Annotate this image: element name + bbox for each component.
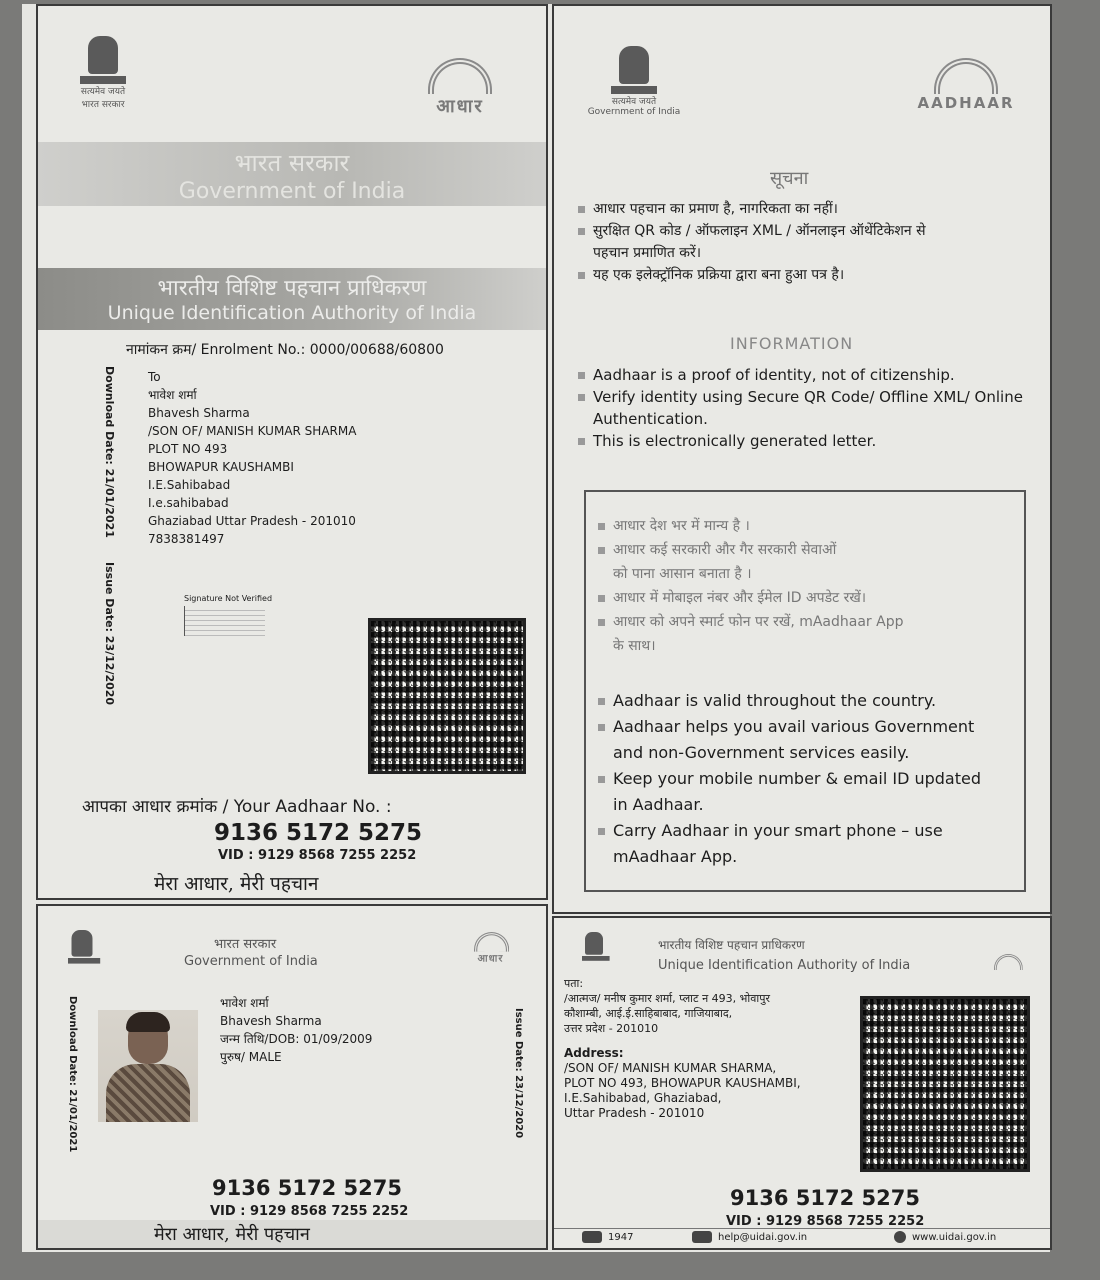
aadhaar-logo-text: AADHAAR xyxy=(917,94,1015,112)
gov-english: Government of India xyxy=(178,179,406,204)
uidai-english: Unique Identification Authority of India xyxy=(658,958,911,973)
recipient-address xyxy=(148,368,356,548)
benefit-english-item: mAadhaar App. xyxy=(613,847,738,866)
national-emblem-icon xyxy=(68,36,138,110)
aadhaar-card-back xyxy=(552,916,1052,1250)
holder-dob: जन्म तिथि/DOB: 01/09/2009 xyxy=(220,1032,373,1046)
issue-date: Issue Date: 23/12/2020 xyxy=(513,1008,524,1139)
benefit-hindi-item: आधार में मोबाइल नंबर और ईमेल ID अपडेट रखें। xyxy=(613,590,867,606)
benefit-hindi-item: आधार देश भर में मान्य है । xyxy=(613,518,750,534)
email-address: help@uidai.gov.in xyxy=(718,1232,808,1243)
signature-block xyxy=(184,606,265,636)
benefit-hindi-item: आधार को अपने स्मार्ट फोन पर रखें, mAadhaar App xyxy=(613,614,904,630)
download-date: Download Date: 21/01/2021 xyxy=(67,996,78,1153)
qr-code xyxy=(860,996,1030,1172)
address-line: PLOT NO 493 xyxy=(148,442,228,456)
address-line: I.E.Sahibabad xyxy=(148,478,231,492)
benefits-english-list xyxy=(598,688,981,870)
benefit-english-item: Carry Aadhaar in your smart phone – use xyxy=(613,821,943,840)
holder-details xyxy=(220,994,372,1066)
qr-code xyxy=(368,618,526,774)
address-line: कौशाम्बी, आई.ई.साहिबाबाद, गाजियाबाद, xyxy=(564,1007,733,1020)
information-item: Authentication. xyxy=(593,410,708,428)
address-line: भावेश शर्मा xyxy=(148,388,197,402)
download-date: Download Date: 21/01/2021 xyxy=(103,366,116,538)
information-title: INFORMATION xyxy=(730,334,854,353)
address-line: To xyxy=(148,370,161,384)
aadhaar-number: 9136 5172 5275 xyxy=(212,1176,402,1200)
aadhaar-logo-icon xyxy=(474,932,507,965)
notice-hindi-list xyxy=(578,198,926,286)
enrolment-number: नामांकन क्रम/ Enrolment No.: 0000/00688/60800 xyxy=(126,342,444,358)
address-line: /आत्मज/ मनीष कुमार शर्मा, प्लाट न 493, भोवापुर xyxy=(564,992,770,1005)
uidai-hindi: भारतीय विशिष्ट पहचान प्राधिकरण xyxy=(658,938,805,952)
benefit-english-item: Keep your mobile number & email ID updated xyxy=(613,769,981,788)
benefit-hindi-item: को पाना आसान बनाता है । xyxy=(613,566,752,582)
benefit-english-item: and non-Government services easily. xyxy=(613,743,910,762)
address-line: Ghaziabad Uttar Pradesh - 201010 xyxy=(148,514,356,528)
emblem-caption: सत्यमेव जयते xyxy=(611,97,657,107)
holder-photo xyxy=(98,1010,198,1122)
phone-number: 1947 xyxy=(608,1232,634,1243)
national-emblem-icon xyxy=(584,46,684,117)
notice-hindi-item: आधार पहचान का प्रमाण है, नागरिकता का नहीं। xyxy=(593,201,838,217)
contact-email xyxy=(692,1229,807,1247)
benefit-english-item: Aadhaar helps you avail various Government xyxy=(613,717,975,736)
aadhaar-number: 9136 5172 5275 xyxy=(730,1186,920,1210)
benefit-english-item: in Aadhaar. xyxy=(613,795,704,814)
contact-website xyxy=(894,1229,996,1247)
gov-english: Government of India xyxy=(184,954,318,969)
aadhaar-logo-icon xyxy=(410,58,510,118)
signature-status: Signature Not Verified xyxy=(184,594,273,603)
tagline: मेरा आधार, मेरी पहचान xyxy=(154,1224,310,1245)
information-item: Aadhaar is a proof of identity, not of citizenship. xyxy=(593,366,955,384)
contact-phone xyxy=(582,1229,633,1247)
aadhaar-number: 9136 5172 5275 xyxy=(214,820,423,846)
mail-icon xyxy=(692,1231,712,1243)
national-emblem-icon xyxy=(68,930,96,964)
vid-number: VID : 9129 8568 7255 2252 xyxy=(210,1204,409,1219)
address-line: PLOT NO 493, BHOWAPUR KAUSHAMBI, xyxy=(564,1076,801,1090)
website-url: www.uidai.gov.in xyxy=(912,1232,997,1243)
information-panel xyxy=(552,4,1052,914)
gov-hindi: भारत सरकार xyxy=(234,149,350,177)
address-line: /SON OF/ MANISH KUMAR SHARMA, xyxy=(564,1061,777,1075)
aadhaar-logo-icon xyxy=(906,58,1026,112)
information-item: This is electronically generated letter. xyxy=(593,432,877,450)
aadhaar-letter xyxy=(22,4,1050,1252)
enrolment-letter-panel xyxy=(36,4,548,900)
gov-hindi: भारत सरकार xyxy=(214,937,277,952)
emblem-caption: सत्यमेव जयते xyxy=(80,87,126,97)
emblem-caption: Government of India xyxy=(587,107,681,117)
information-list xyxy=(578,364,1023,452)
aadhaar-number-label: आपका आधार क्रमांक / Your Aadhaar No. : xyxy=(82,797,392,817)
address-line: 7838381497 xyxy=(148,532,225,546)
holder-name-hindi: भावेश शर्मा xyxy=(220,996,269,1010)
phone-icon xyxy=(582,1231,602,1243)
address-line: I.E.Sahibabad, Ghaziabad, xyxy=(564,1091,722,1105)
aadhaar-logo-text: आधार xyxy=(477,952,504,965)
notice-hindi-item: सुरक्षित QR कोड / ऑफलाइन XML / ऑनलाइन ऑथेंटिकेशन से xyxy=(593,223,926,239)
contact-footer xyxy=(554,1228,1050,1249)
address-line: BHOWAPUR KAUSHAMBI xyxy=(148,460,294,474)
address-line: उत्तर प्रदेश - 201010 xyxy=(564,1022,659,1035)
notice-hindi-item: यह एक इलेक्ट्रॉनिक प्रक्रिया द्वारा बना हुआ पत्र है। xyxy=(593,267,845,283)
government-band xyxy=(38,142,546,206)
holder-name: Bhavesh Sharma xyxy=(220,1014,322,1028)
aadhaar-benefits-box xyxy=(584,490,1026,892)
issue-date: Issue Date: 23/12/2020 xyxy=(103,562,116,706)
aadhaar-logo-icon xyxy=(994,954,1021,970)
address-line: /SON OF/ MANISH KUMAR SHARMA xyxy=(148,424,357,438)
address-line: पता: xyxy=(564,977,584,990)
notice-hindi-item: पहचान प्रमाणित करें। xyxy=(593,245,702,261)
address-hindi xyxy=(564,976,770,1036)
aadhaar-card-front xyxy=(36,904,548,1250)
information-item: Verify identity using Secure QR Code/ Offline XML/ Online xyxy=(593,388,1023,406)
address-label: Address: xyxy=(564,1046,624,1060)
address-line: Uttar Pradesh - 201010 xyxy=(564,1106,705,1120)
tagline: मेरा आधार, मेरी पहचान xyxy=(154,873,319,895)
benefit-english-item: Aadhaar is valid throughout the country. xyxy=(613,691,937,710)
address-line: Bhavesh Sharma xyxy=(148,406,250,420)
benefits-hindi-list xyxy=(598,514,903,658)
vid-number: VID : 9129 8568 7255 2252 xyxy=(218,848,417,863)
holder-gender: पुरुष/ MALE xyxy=(220,1050,282,1064)
benefit-hindi-item: के साथ। xyxy=(613,638,656,654)
national-emblem-icon xyxy=(582,932,606,961)
uidai-english: Unique Identification Authority of India xyxy=(107,302,477,324)
uidai-band xyxy=(38,268,546,330)
globe-icon xyxy=(894,1231,906,1243)
vid-number: VID : 9129 8568 7255 2252 xyxy=(726,1214,925,1229)
benefit-hindi-item: आधार कई सरकारी और गैर सरकारी सेवाओं xyxy=(613,542,837,558)
address-english xyxy=(564,1046,801,1121)
notice-title-hindi: सूचना xyxy=(770,168,809,189)
uidai-hindi: भारतीय विशिष्ट पहचान प्राधिकरण xyxy=(157,276,427,301)
emblem-caption: भारत सरकार xyxy=(81,100,125,110)
address-line: I.e.sahibabad xyxy=(148,496,229,510)
aadhaar-logo-text: आधार xyxy=(436,96,484,117)
